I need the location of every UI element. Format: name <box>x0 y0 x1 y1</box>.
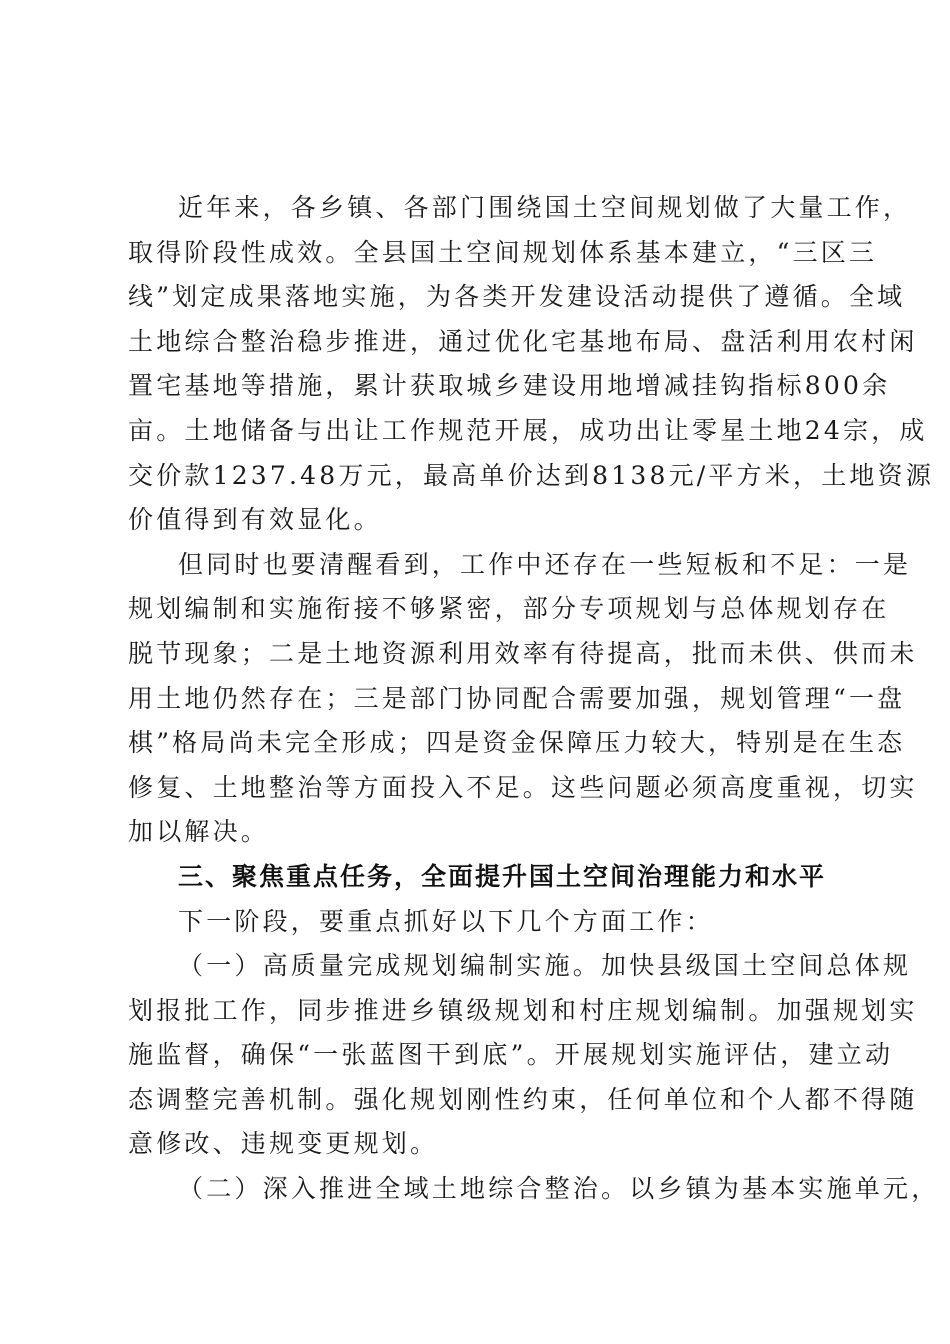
text-line: （二）深入推进全域土地综合整治。以乡镇为基本实施单元， <box>178 1174 940 1204</box>
text-line: 脱节现象；二是土地资源利用效率有待提高，批而未供、供而未 <box>128 638 918 668</box>
text-line: 价值得到有效显化。 <box>128 505 382 535</box>
text-line: 施监督，确保“一张蓝图干到底”。开展规划实施评估，建立动 <box>128 1040 894 1070</box>
text-line: 交价款1237.48万元，最高单价达到8138元/平方米，土地资源 <box>128 460 935 490</box>
section-heading <box>128 855 828 900</box>
text-line: 但同时也要清醒看到，工作中还存在一些短板和不足：一是 <box>178 549 912 579</box>
paragraph-task-1 <box>128 944 918 1167</box>
text-line: 棋”格局尚未完全形成；四是资金保障压力较大，特别是在生态 <box>128 728 906 758</box>
text-line: 加以解决。 <box>128 817 270 847</box>
text-line: 规划编制和实施衔接不够紧密，部分专项规划与总体规划存在 <box>128 594 890 624</box>
text-line: 下一阶段，要重点抓好以下几个方面工作： <box>178 906 714 936</box>
text-line: 意修改、违规变更规划。 <box>128 1129 439 1159</box>
text-line: 取得阶段性成效。全县国土空间规划体系基本建立，“三区三 <box>128 237 878 267</box>
paragraph-tasks-intro <box>128 900 828 945</box>
text-line: 土地综合整治稳步推进，通过优化宅基地布局、盘活利用农村闲 <box>128 326 918 356</box>
text-line: 近年来，各乡镇、各部门围绕国土空间规划做了大量工作， <box>178 193 912 222</box>
text-line: 划报批工作，同步推进乡镇级规划和村庄规划编制。加强规划实 <box>128 995 918 1025</box>
text-line: （一）高质量完成规划编制实施。加快县级国土空间总体规 <box>178 951 912 981</box>
text-line: 线”划定成果落地实施，为各类开发建设活动提供了遵循。全域 <box>128 282 906 312</box>
text-line: 修复、土地整治等方面投入不足。这些问题必须高度重视，切实 <box>128 772 918 802</box>
paragraph-shortcomings <box>128 543 918 855</box>
text-line: 亩。土地储备与出让工作规范开展，成功出让零星土地24宗，成 <box>128 415 928 445</box>
paragraph-achievements <box>128 186 935 543</box>
heading-text: 三、聚焦重点任务，全面提升国土空间治理能力和水平 <box>178 861 827 891</box>
text-line: 态调整完善机制。强化规划刚性约束，任何单位和个人都不得随 <box>128 1084 918 1114</box>
paragraph-task-2 <box>128 1167 940 1212</box>
text-line: 用土地仍然存在；三是部门协同配合需要加强，规划管理“一盘 <box>128 683 906 713</box>
document-body <box>128 186 940 1212</box>
text-line: 置宅基地等措施，累计获取城乡建设用地增减挂钩指标800余 <box>128 371 891 401</box>
